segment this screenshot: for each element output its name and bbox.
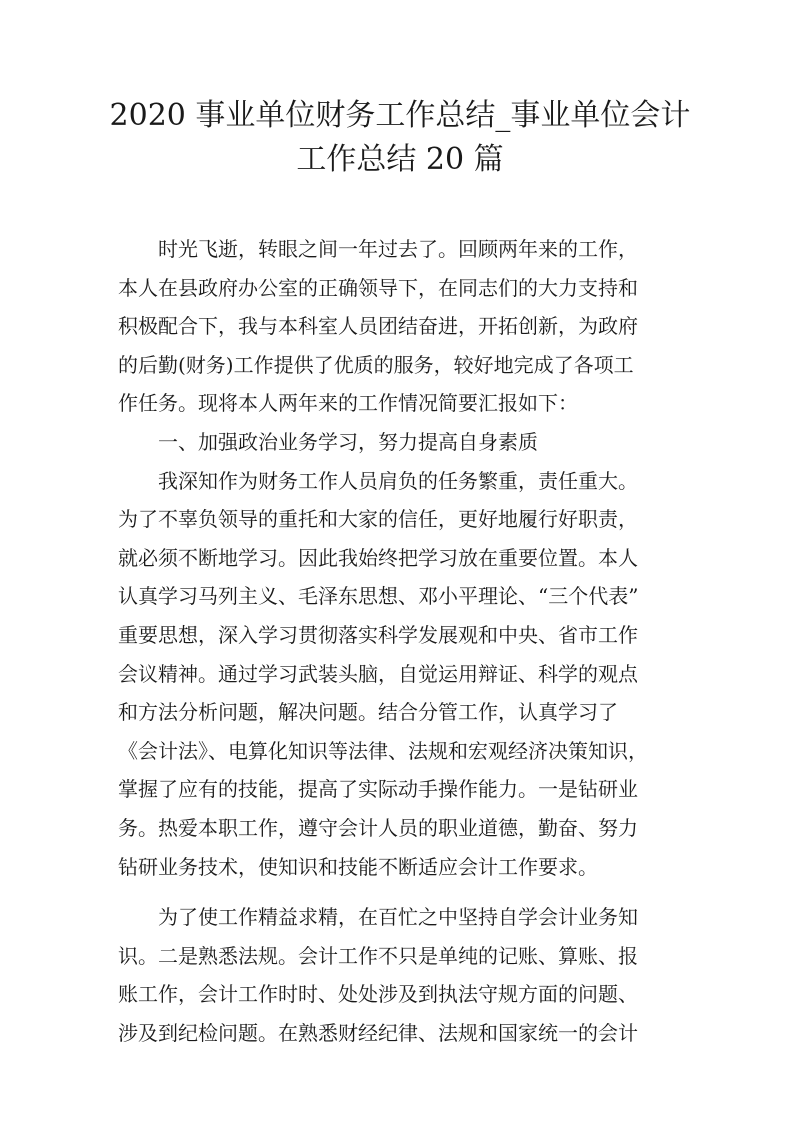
paragraph-regulations (118, 898, 688, 1052)
text-line: 掌握了应有的技能，提高了实际动手操作能力。一是钻研业 (118, 777, 638, 802)
text-line: 我深知作为财务工作人员肩负的任务繁重，责任重大。 (118, 468, 638, 493)
text-line: 作任务。现将本人两年来的工作情况简要汇报如下： (118, 391, 578, 416)
title-line-2: 工作总结 20 篇 (296, 142, 504, 177)
text-line: 重要思想，深入学习贯彻落实科学发展观和中央、省市工作 (118, 622, 638, 647)
text-line: 钻研业务技术，使知识和技能不断适应会计工作要求。 (118, 854, 598, 879)
document-title (100, 94, 700, 182)
text-line: 账工作，会计工作时时、处处涉及到执法守规方面的问题、 (118, 982, 638, 1007)
section-heading-text: 一、加强政治业务学习，努力提高自身素质 (118, 429, 538, 454)
text-line: 时光飞逝，转眼之间一年过去了。回顾两年来的工作， (118, 237, 638, 261)
text-line: 积极配合下，我与本科室人员团结奋进，开拓创新，为政府 (118, 314, 638, 339)
paragraph-study (118, 462, 688, 887)
text-line: 和方法分析问题，解决问题。结合分管工作，认真学习了 (118, 700, 618, 725)
paragraph-intro (118, 230, 688, 423)
paragraph-gap (118, 886, 688, 898)
text-line: 识。二是熟悉法规。会计工作不只是单纯的记账、算账、报 (118, 943, 638, 968)
text-line: 为了使工作精益求精，在百忙之中坚持自学会计业务知 (118, 905, 638, 930)
text-line: 认真学习马列主义、毛泽东思想、邓小平理论、“三个代表” (118, 584, 639, 609)
title-line-1: 2020 事业单位财务工作总结_事业单位会计 (109, 98, 691, 133)
section-heading-1 (118, 423, 688, 462)
text-line: 涉及到纪检问题。在熟悉财经纪律、法规和国家统一的会计 (118, 1020, 638, 1045)
text-line: 《会计法》、电算化知识等法律、法规和宏观经济决策知识， (118, 738, 648, 763)
text-line: 为了不辜负领导的重托和大家的信任，更好地履行好职责， (118, 507, 638, 532)
text-line: 就必须不断地学习。因此我始终把学习放在重要位置。本人 (118, 545, 638, 570)
text-line: 务。热爱本职工作，遵守会计人员的职业道德，勤奋、努力 (118, 815, 638, 840)
text-line: 本人在县政府办公室的正确领导下，在同志们的大力支持和 (118, 275, 638, 300)
text-line: 会议精神。通过学习武装头脑，自觉运用辩证、科学的观点 (118, 661, 638, 686)
text-line: 的后勤(财务)工作提供了优质的服务，较好地完成了各项工 (118, 352, 634, 377)
document-body (118, 230, 688, 1052)
